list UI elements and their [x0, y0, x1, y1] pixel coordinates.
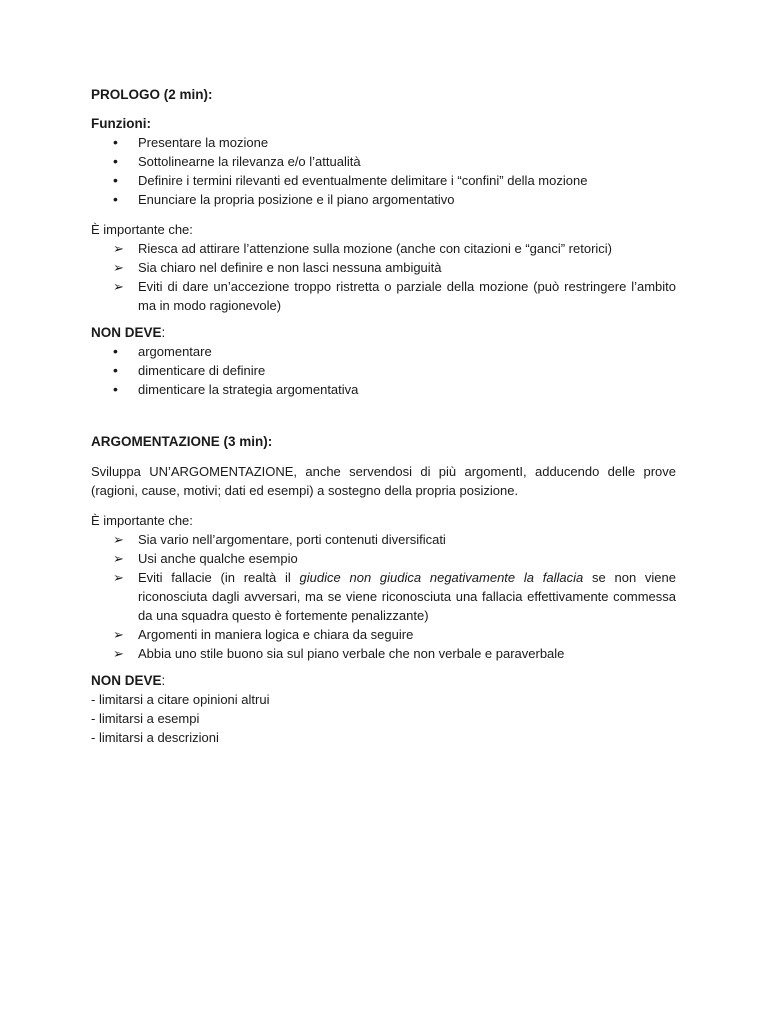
importante-label: È importante che:: [91, 513, 193, 528]
funzioni-list: [91, 133, 676, 209]
non-deve-list: [91, 342, 676, 399]
funzioni-label: Funzioni:: [91, 116, 151, 131]
arrow-icon: ➢: [113, 551, 124, 566]
argomentazione-importante-list: [91, 530, 676, 663]
list-item: ➢ Riesca ad attirare l’attenzione sulla mozione (anche con citazioni e “ganci” retorici): [113, 241, 613, 256]
list-item: ➢ Abbia uno stile buono sia sul piano verbale che non verbale e paraverbale: [113, 646, 565, 661]
list-item: • Sottolinearne la rilevanza e/o l’attualità: [113, 153, 361, 169]
list-item: • argomentare: [113, 343, 212, 359]
importante-list: [91, 239, 676, 315]
arrow-icon: ➢: [113, 260, 124, 275]
bullet-icon: •: [113, 362, 118, 378]
bullet-icon: •: [113, 381, 118, 397]
section-title-argomentazione: ARGOMENTAZIONE (3 min):: [91, 434, 273, 449]
importante-label: È importante che:: [91, 222, 193, 237]
bullet-icon: •: [113, 172, 118, 188]
non-deve-label: NON DEVE:: [91, 325, 166, 340]
arrow-icon: ➢: [113, 627, 124, 642]
document-page: [91, 85, 676, 747]
bullet-icon: •: [113, 153, 118, 169]
arrow-icon: ➢: [113, 570, 124, 585]
section-title-prologo: PROLOGO (2 min):: [91, 87, 213, 102]
non-deve-line: - limitarsi a descrizioni: [91, 730, 219, 745]
bullet-icon: •: [113, 343, 118, 359]
list-item: • Presentare la mozione: [113, 134, 269, 150]
bullet-icon: •: [113, 134, 118, 150]
list-item: ➢ Eviti fallacie (in realtà il giudice non giudica negativamente la fallacia se non viene riconosciuta dagli avversari, ma se viene riconosciuta una fallacia effettivamente commessa da una squadra questo è fortemente penalizzante): [113, 570, 677, 623]
list-item: ➢ Argomenti in maniera logica e chiara da seguire: [113, 627, 414, 642]
non-deve-line: - limitarsi a citare opinioni altrui: [91, 692, 270, 707]
arrow-icon: ➢: [113, 646, 124, 661]
list-item: ➢ Sia chiaro nel definire e non lasci nessuna ambiguità: [113, 260, 442, 275]
non-deve-label: NON DEVE:: [91, 673, 166, 688]
list-item: • dimenticare di definire: [113, 362, 266, 378]
list-item: ➢ Usi anche qualche esempio: [113, 551, 298, 566]
arrow-icon: ➢: [113, 279, 124, 294]
arrow-icon: ➢: [113, 532, 124, 547]
list-item: • Definire i termini rilevanti ed eventualmente delimitare i “confini” della mozione: [113, 172, 588, 188]
list-item: ➢ Sia vario nell’argomentare, porti contenuti diversificati: [113, 532, 446, 547]
arrow-icon: ➢: [113, 241, 124, 256]
argomentazione-intro: Sviluppa UN’ARGOMENTAZIONE, anche servendosi di più argomentI, adducendo delle prove (ragioni, cause, motivi; dati ed esempi) a sostegno della propria posizione.: [91, 464, 676, 498]
bullet-icon: •: [113, 191, 118, 207]
non-deve-line: - limitarsi a esempi: [91, 711, 200, 726]
list-item: • Enunciare la propria posizione e il piano argomentativo: [113, 191, 455, 207]
list-item: ➢ Eviti di dare un’accezione troppo ristretta o parziale della mozione (può restringere l’ambito ma in modo ragionevole): [113, 279, 676, 313]
list-item: • dimenticare la strategia argomentativa: [113, 381, 359, 397]
